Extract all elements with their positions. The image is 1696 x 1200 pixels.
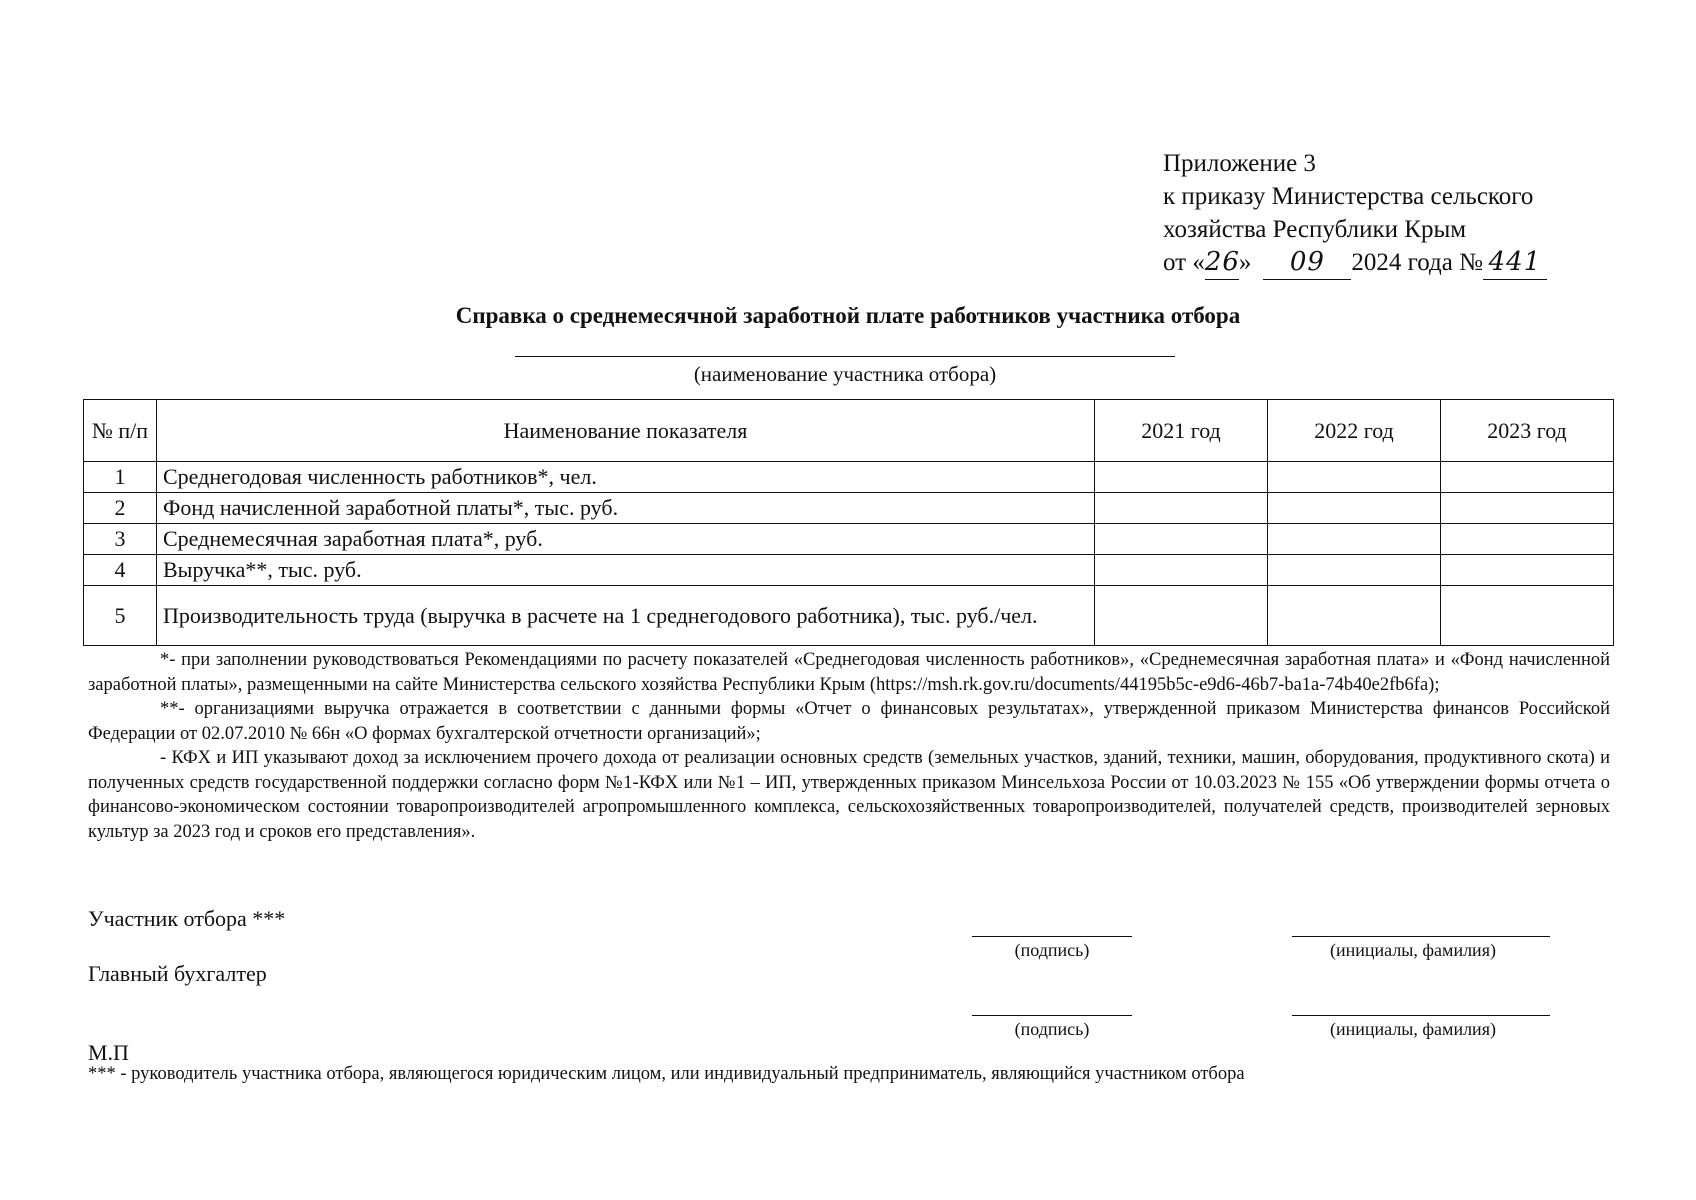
date-month: 09 xyxy=(1263,246,1351,280)
table-row xyxy=(84,555,1614,586)
participant-name-line xyxy=(1292,936,1550,937)
table-row xyxy=(84,524,1614,555)
appendix-order-line: к приказу Министерства сельского xyxy=(1163,183,1534,210)
cell-2021[interactable] xyxy=(1095,524,1268,555)
accountant-label: Главный бухгалтер xyxy=(88,961,267,986)
row-num: 5 xyxy=(84,586,157,646)
cell-2022[interactable] xyxy=(1268,462,1441,493)
indicators-table xyxy=(83,399,1614,646)
note-single-asterisk: *- при заполнении руководствоваться Рекомендациями по расчету показателей «Среднегодовая численность работников», «Среднемесячная заработная плата» и «Фонд начисленной заработной платы», размещенными на сайте Министерства сельского хозяйства Республики Крым (https://msh.rk.gov.ru/documents/44195b5c-e9d6-46b7-ba1a-74b40e2fb6fa); xyxy=(88,650,1610,695)
date-year: 2024 года № xyxy=(1351,249,1483,276)
appendix-date-line xyxy=(1163,246,1547,280)
cell-2022[interactable] xyxy=(1268,555,1441,586)
note-double-asterisk: **- организациями выручка отражается в соответствии с данными формы «Отчет о финансовых результатах», утвержденной приказом Министерства финансов Российской Федерации от 02.07.2010 № 66н «О формах бухгалтерской отчетности организаций»; xyxy=(88,699,1610,744)
cell-2022[interactable] xyxy=(1268,524,1441,555)
note-kfh-ip: - КФХ и ИП указывают доход за исключением прочего дохода от реализации основных средств (земельных участков, зданий, техники, машин, оборудования, продуктивного скота) и полученных средств государственной поддержки согласно форм №1-КФХ или №1 – ИП, утвержденных приказом Минсельхоза России от 10.03.2023 № 155 «Об утверждении формы отчета о финансово-экономическом состоянии товаропроизводителей агропромышленного комплекса, сельскохозяйственных товаропроизводителей, получателей средств, производителей зерновых культур за 2023 год и сроков его представления». xyxy=(88,748,1610,842)
cell-2021[interactable] xyxy=(1095,462,1268,493)
row-indicator: Выручка**, тыс. руб. xyxy=(157,555,1095,586)
row-num: 2 xyxy=(84,493,157,524)
row-indicator: Производительность труда (выручка в расчете на 1 среднегодового работника), тыс. руб./чел. xyxy=(157,586,1095,646)
participant-name-caption: (наименование участника отбора) xyxy=(693,362,997,386)
row-num: 4 xyxy=(84,555,157,586)
row-num: 1 xyxy=(84,462,157,493)
seal-mark: М.П xyxy=(88,1040,129,1065)
table-header-row xyxy=(84,400,1614,462)
table-row xyxy=(84,586,1614,646)
participant-signature-caption: (подпись) xyxy=(1014,940,1090,960)
cell-2023[interactable] xyxy=(1441,586,1614,646)
accountant-name-caption: (инициалы, фамилия) xyxy=(1330,1019,1496,1039)
accountant-signature-caption: (подпись) xyxy=(1014,1019,1090,1039)
date-mid: » xyxy=(1238,249,1252,276)
cell-2023[interactable] xyxy=(1441,462,1614,493)
participant-name-line xyxy=(515,356,1175,357)
cell-2022[interactable] xyxy=(1268,586,1441,646)
row-indicator: Среднемесячная заработная плата*, руб. xyxy=(157,524,1095,555)
appendix-block xyxy=(1163,147,1547,280)
participant-name-caption: (инициалы, фамилия) xyxy=(1330,940,1496,960)
header-indicator: Наименование показателя xyxy=(157,400,1095,462)
cell-2023[interactable] xyxy=(1441,493,1614,524)
participant-signature-line xyxy=(972,936,1132,937)
document-title: Справка о среднемесячной заработной плате работников участника отбора xyxy=(455,303,1241,328)
row-indicator: Фонд начисленной заработной платы*, тыс. руб. xyxy=(157,493,1095,524)
header-num: № п/п xyxy=(84,400,157,462)
date-prefix: от « xyxy=(1163,249,1205,276)
appendix-title: Приложение 3 xyxy=(1163,150,1316,177)
accountant-signature-line xyxy=(972,1015,1132,1016)
triple-asterisk-footnote: *** - руководитель участника отбора, являющегося юридическим лицом, или индивидуальный предприниматель, являющийся участником отбора xyxy=(88,1064,1245,1084)
table-row xyxy=(84,493,1614,524)
date-day: 26 xyxy=(1205,246,1239,280)
header-2022: 2022 год xyxy=(1268,400,1441,462)
cell-2021[interactable] xyxy=(1095,586,1268,646)
row-num: 3 xyxy=(84,524,157,555)
order-number: 441 xyxy=(1483,246,1547,280)
row-indicator: Среднегодовая численность работников*, чел. xyxy=(157,462,1095,493)
table-row xyxy=(84,462,1614,493)
notes-block xyxy=(88,648,1610,844)
accountant-name-line xyxy=(1292,1015,1550,1016)
cell-2021[interactable] xyxy=(1095,555,1268,586)
cell-2022[interactable] xyxy=(1268,493,1441,524)
header-2021: 2021 год xyxy=(1095,400,1268,462)
participant-label: Участник отбора *** xyxy=(88,906,286,931)
header-2023: 2023 год xyxy=(1441,400,1614,462)
appendix-ministry-line: хозяйства Республики Крым xyxy=(1163,216,1467,243)
cell-2021[interactable] xyxy=(1095,493,1268,524)
cell-2023[interactable] xyxy=(1441,555,1614,586)
cell-2023[interactable] xyxy=(1441,524,1614,555)
